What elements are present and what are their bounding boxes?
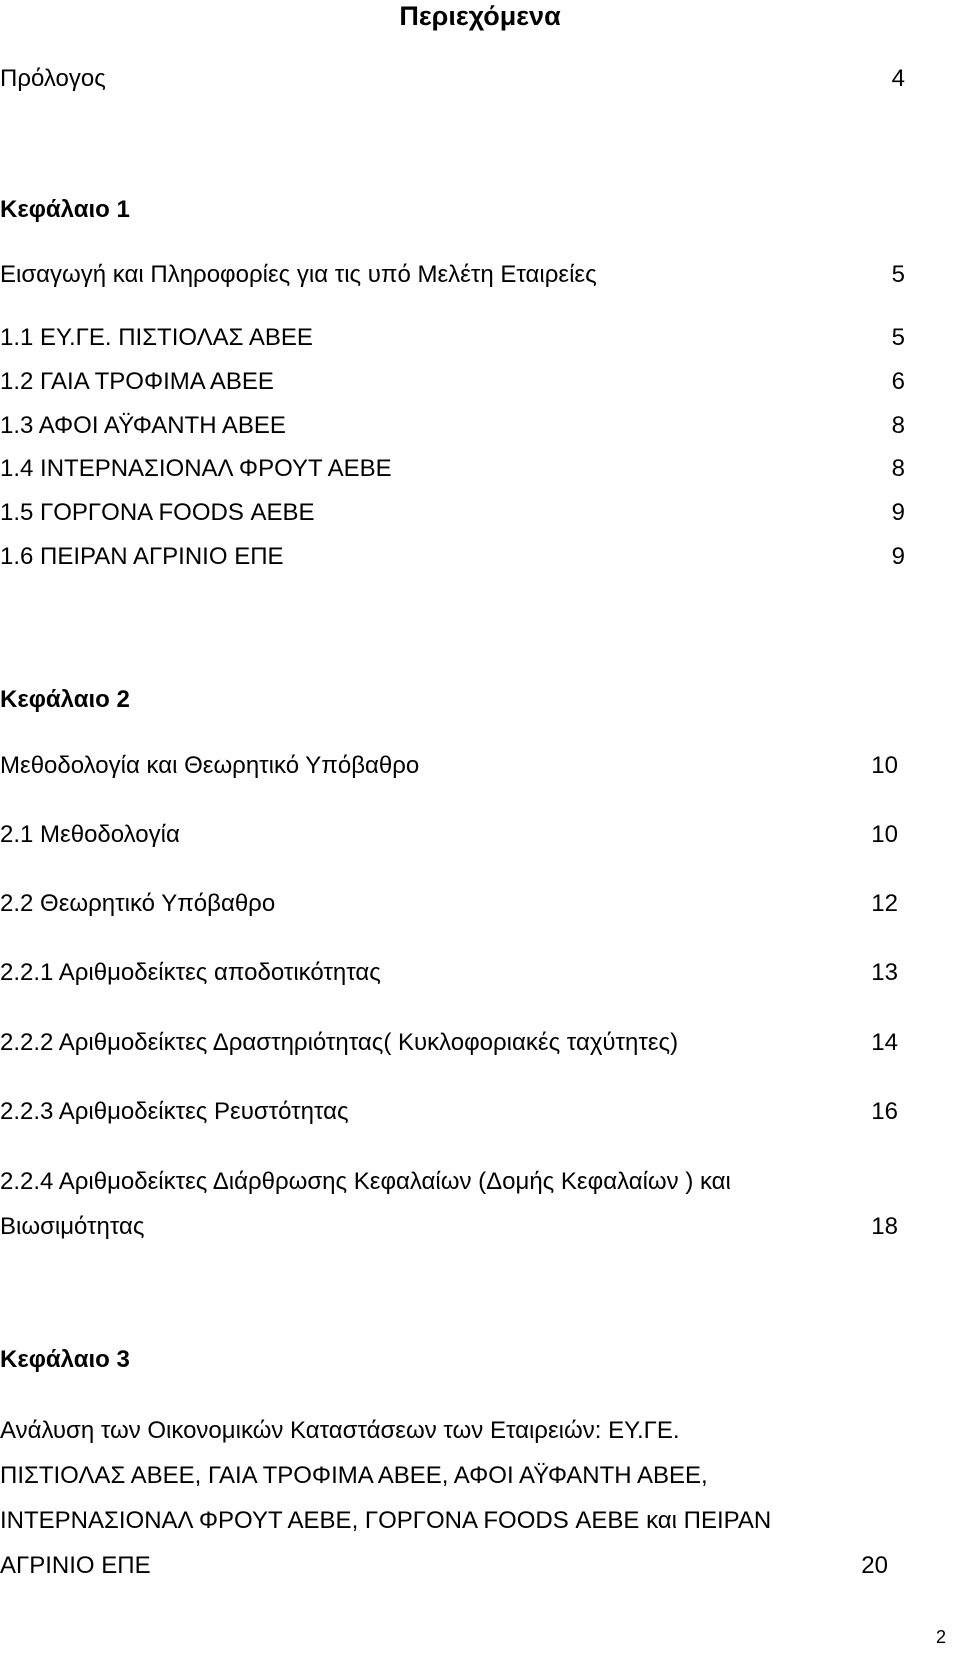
chapter-heading: Κεφάλαιο 1 [0,196,130,223]
toc-entry-text: Βιωσιμότητας [0,1213,145,1240]
toc-entry-text: 2.2.2 Αριθμοδείκτες Δραστηριότητας( Κυκλοφοριακές ταχύτητες) [0,1029,679,1056]
toc-entry-page: 14 [871,1029,898,1056]
toc-entry-text: ΑΓΡΙΝΙΟ ΕΠΕ [0,1552,151,1579]
toc-entry-page: 13 [871,959,898,986]
toc-entry-text: Πρόλογος [0,65,106,92]
toc-entry-page: 18 [871,1213,898,1240]
toc-entry-text: 1.6 ΠΕΙΡΑΝ ΑΓΡΙΝΙΟ ΕΠΕ [0,543,284,570]
toc-entry-text: 2.2.4 Αριθμοδείκτες Διάρθρωσης Κεφαλαίων (Δομής Κεφαλαίων ) και [0,1168,731,1195]
toc-entry-text: 1.3 ΑΦΟΙ ΑΫΦΑΝΤΗ ΑΒΕΕ [0,412,286,439]
toc-entry-page: 4 [891,65,905,92]
toc-entry-page: 10 [871,821,898,848]
toc-entry-text: ΙΝΤΕΡΝΑΣΙΟΝΑΛ ΦΡΟΥΤ ΑΕΒΕ, ΓΟΡΓΟΝΑ FOODS ΑΕΒΕ και ΠΕΙΡΑΝ [0,1507,772,1534]
toc-entry-text: 2.1 Μεθοδολογία [0,821,180,848]
toc-entry-text: Μεθοδολογία και Θεωρητικό Υπόβαθρο [0,752,420,779]
toc-entry-page: 10 [871,752,898,779]
toc-entry-text: Ανάλυση των Οικονομικών Καταστάσεων των Εταιρειών: ΕΥ.ΓΕ. [0,1417,680,1444]
toc-entry-text: 2.2.1 Αριθμοδείκτες αποδοτικότητας [0,959,381,986]
toc-entry-text: 2.2 Θεωρητικό Υπόβαθρο [0,890,276,917]
toc-title: Περιεχόμενα [399,1,561,31]
toc-entry-page: 12 [871,890,898,917]
toc-entry-text: Εισαγωγή και Πληροφορίες για τις υπό Μελέτη Εταιρείες [0,261,597,288]
toc-entry-page: 5 [891,261,905,288]
toc-entry-page: 20 [861,1552,888,1579]
toc-entry-page: 9 [891,543,905,570]
toc-entry-text: 1.4 ΙΝΤΕΡΝΑΣΙΟΝΑΛ ΦΡΟΥΤ ΑΕΒΕ [0,455,392,482]
toc-entry-text: 1.2 ΓΑΙΑ ΤΡΟΦΙΜΑ ΑΒΕΕ [0,368,274,395]
chapter-heading: Κεφάλαιο 2 [0,686,130,713]
toc-entry-page: 8 [891,412,905,439]
toc-entry-text: 2.2.3 Αριθμοδείκτες Ρευστότητας [0,1098,349,1125]
toc-entry-text: 1.1 ΕΥ.ΓΕ. ΠΙΣΤΙΟΛΑΣ ΑΒΕΕ [0,324,313,351]
toc-entry-page: 9 [891,499,905,526]
page-number: 2 [935,1627,946,1647]
toc-entry-page: 6 [891,368,905,395]
toc-entry-page: 5 [891,324,905,351]
toc-entry-text: ΠΙΣΤΙΟΛΑΣ ΑΒΕΕ, ΓΑΙΑ ΤΡΟΦΙΜΑ ΑΒΕΕ, ΑΦΟΙ ΑΫΦΑΝΤΗ ΑΒΕΕ, [0,1462,708,1489]
toc-entry-page: 16 [871,1098,898,1125]
chapter-heading: Κεφάλαιο 3 [0,1346,130,1373]
toc-entry-text: 1.5 ΓΟΡΓΟΝΑ FOODS ΑΕΒΕ [0,499,315,526]
toc-entry-page: 8 [891,455,905,482]
